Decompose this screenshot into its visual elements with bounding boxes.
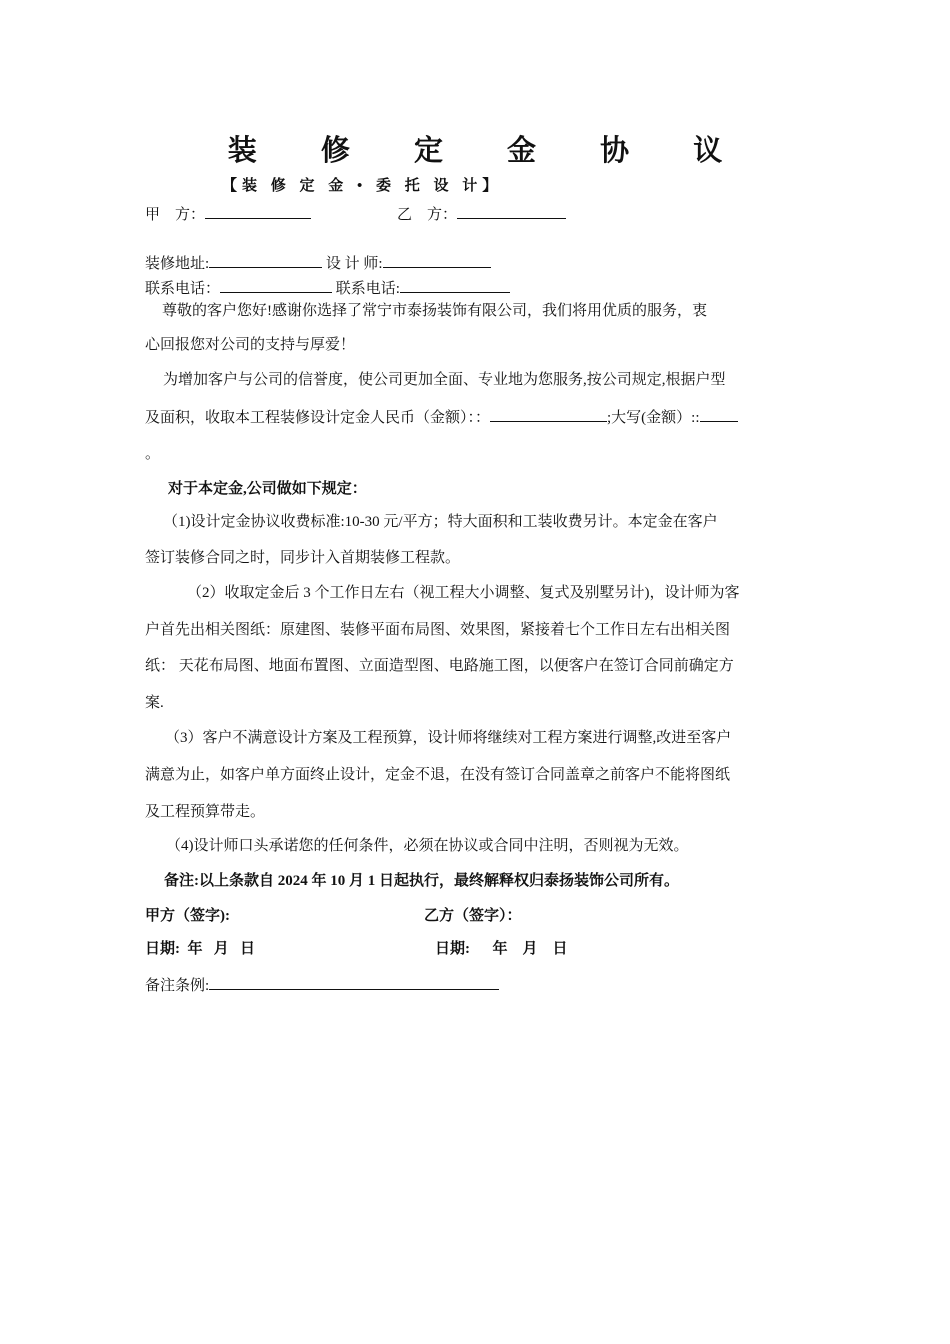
date-b: 日期: 年 月 日	[435, 941, 568, 957]
note-line: 备注:以上条款自 2024 年 10 月 1 日起执行，最终解释权归泰扬装饰公司所有。	[164, 873, 679, 889]
deposit-words-blank	[700, 406, 738, 422]
rule-1-line-2: 签订装修合同之时，同步计入首期装修工程款。	[145, 550, 461, 566]
remarks-row	[145, 974, 499, 996]
address-label: 装修地址:	[145, 256, 210, 272]
party-b-blank	[457, 203, 566, 219]
phone-row	[145, 277, 510, 299]
deposit-line-3: 。	[145, 446, 161, 462]
rule-2-line-3: 纸： 天花布局图、地面布置图、立面造型图、电路施工图，以便客户在签订合同前确定方	[145, 658, 734, 674]
deposit-amount-label: 及面积，收取本工程装修设计定金人民币（金额）：：	[145, 410, 491, 426]
phone-b-label: 联系电话:	[332, 281, 400, 297]
document-subtitle: 【装 修 定 金 • 委 托 设 计】	[222, 178, 503, 194]
deposit-words-label: ;大写(金额）::	[607, 410, 700, 426]
address-blank	[209, 252, 322, 268]
party-b-label: 乙 方：	[397, 207, 458, 223]
greeting-line-1: 尊敬的客户您好!感谢你选择了常宁市泰扬装饰有限公司，我们将用优质的服务，衷	[162, 303, 707, 319]
deposit-line-2	[145, 406, 738, 428]
rule-1-line-1: （1)设计定金协议收费标准:10-30 元/平方；特大面积和工装收费另计。本定金在客户	[163, 514, 718, 530]
rule-2-line-4: 案.	[145, 695, 164, 711]
party-a-row	[145, 203, 311, 225]
rule-3-line-3: 及工程预算带走。	[145, 804, 266, 820]
party-b-row	[397, 203, 566, 225]
designer-label: 设 计 师:	[322, 256, 383, 272]
rule-2-line-2: 户首先出相关图纸：原建图、装修平面布局图、效果图，紧接着七个工作日左右出相关图	[145, 622, 731, 638]
designer-blank	[383, 252, 491, 268]
remarks-blank	[209, 974, 499, 990]
party-a-blank	[205, 203, 311, 219]
phone-a-blank	[220, 277, 332, 293]
party-a-label: 甲 方：	[145, 207, 206, 223]
rule-2-line-1: （2）收取定金后 3 个工作日左右（视工程大小调整、复式及别墅另计)，设计师为客	[187, 585, 740, 601]
rules-heading: 对于本定金,公司做如下规定：	[168, 481, 367, 497]
rule-4-line-1: （4)设计师口头承诺您的任何条件，必须在协议或合同中注明，否则视为无效。	[166, 838, 689, 854]
date-a: 日期: 年 月 日	[145, 941, 255, 957]
document-title: 装 修 定 金 协 议	[227, 133, 750, 167]
phone-a-label: 联系电话：	[145, 281, 221, 297]
sign-a: 甲方（签字):	[145, 908, 230, 924]
remarks-label: 备注条例:	[145, 978, 210, 994]
address-row	[145, 252, 491, 274]
rule-3-line-1: （3）客户不满意设计方案及工程预算，设计师将继续对工程方案进行调整,改进至客户	[165, 730, 732, 746]
phone-b-blank	[400, 277, 510, 293]
greeting-line-2: 心回报您对公司的支持与厚爱！	[145, 337, 356, 353]
deposit-line-1: 为增加客户与公司的信誉度，使公司更加全面、专业地为您服务,按公司规定,根据户型	[163, 372, 726, 388]
deposit-amount-blank	[490, 406, 607, 422]
rule-3-line-2: 满意为止，如客户单方面终止设计，定金不退，在没有签订合同盖章之前客户不能将图纸	[145, 767, 731, 783]
sign-b: 乙方（签字）：	[424, 908, 522, 924]
